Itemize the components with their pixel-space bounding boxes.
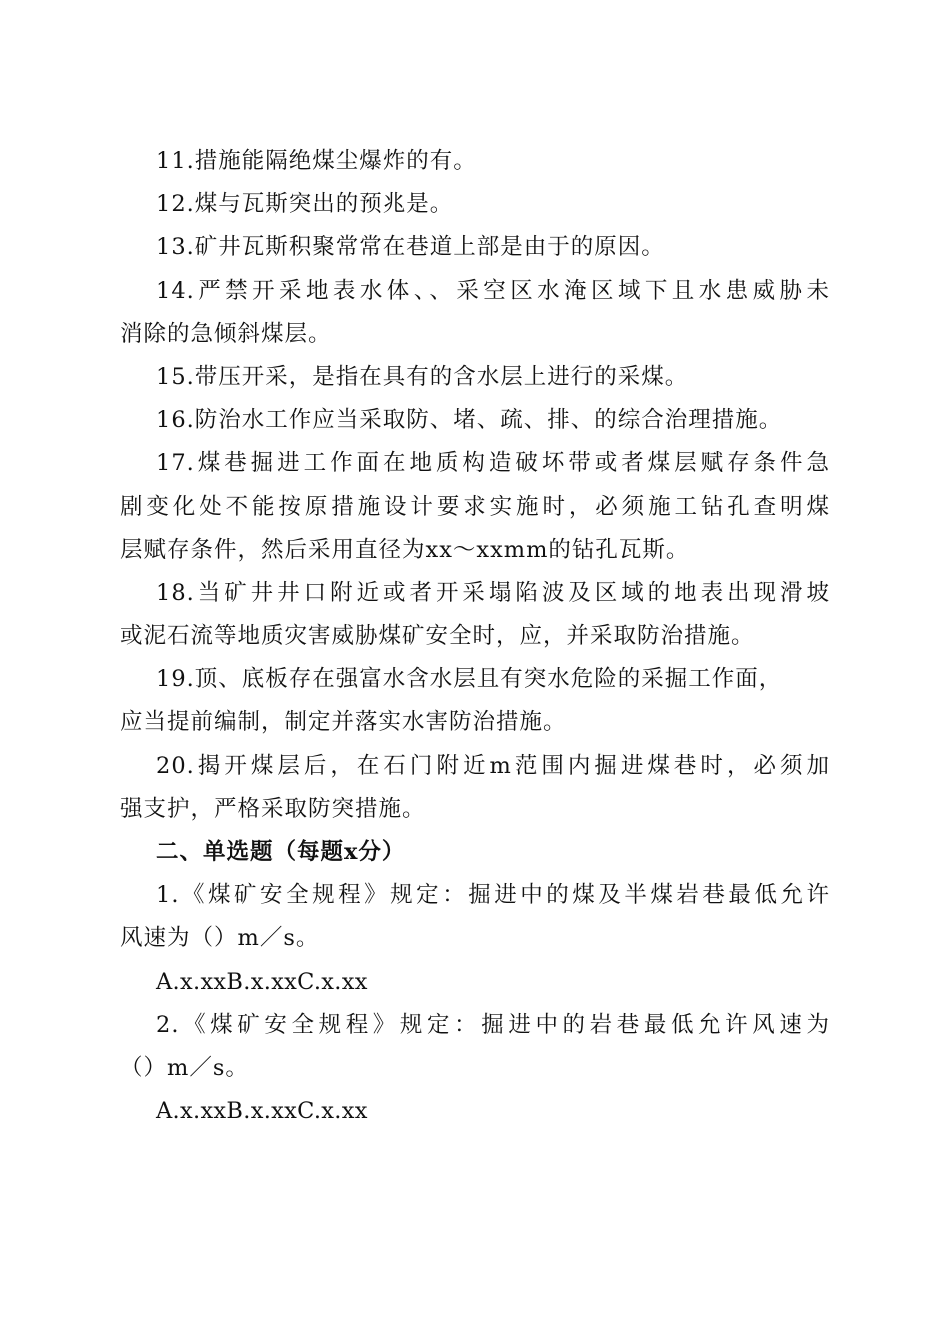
mc-question-2-line-2: （）m／s。 (120, 1054, 249, 1081)
question-17-line-2: 剧变化处不能按原措施设计要求实施时，必须施工钻孔查明煤 (120, 493, 830, 520)
mc-question-1-options: A.x.xxB.x.xxC.x.xx (156, 968, 368, 995)
section-heading: 二、单选题（每题x分） (156, 839, 406, 865)
question-20-line-1: 20.揭开煤层后，在石门附近m范围内掘进煤巷时，必须加 (156, 752, 830, 779)
question-16-line-1: 16.防治水工作应当采取防、堵、疏、排、的综合治理措施。 (156, 407, 783, 434)
question-18-line-1: 18.当矿井井口附近或者开采塌陷波及区域的地表出现滑坡 (156, 579, 830, 606)
question-12-line-1: 12.煤与瓦斯突出的预兆是。 (156, 191, 454, 218)
question-20-line-2: 强支护，严格采取防突措施。 (120, 795, 426, 822)
question-11-line-1: 11.措施能隔绝煤尘爆炸的有。 (156, 148, 477, 174)
mc-question-2-options: A.x.xxB.x.xxC.x.xx (156, 1098, 368, 1125)
question-15-line-1: 15.带压开采，是指在具有的含水层上进行的采煤。 (156, 363, 689, 390)
question-19-line-1: 19.顶、底板存在强富水含水层且有突水危险的采掘工作面， (156, 666, 783, 693)
mc-question-2-line-1: 2.《煤矿安全规程》规定：掘进中的岩巷最低允许风速为 (156, 1011, 830, 1038)
question-18-line-2: 或泥石流等地质灾害威胁煤矿安全时，应，并采取防治措施。 (120, 623, 755, 650)
mc-question-1-line-1: 1.《煤矿安全规程》规定：掘进中的煤及半煤岩巷最低允许 (156, 882, 830, 909)
mc-question-1-line-2: 风速为（）m／s。 (120, 925, 320, 952)
question-14-line-2: 消除的急倾斜煤层。 (120, 320, 332, 347)
question-19-line-2: 应当提前编制，制定并落实水害防治措施。 (120, 709, 567, 736)
question-13-line-1: 13.矿井瓦斯积聚常常在巷道上部是由于的原因。 (156, 234, 665, 261)
question-14-line-1: 14.严禁开采地表水体、、采空区水淹区域下且水患威胁未 (156, 277, 830, 304)
question-17-line-1: 17.煤巷掘进工作面在地质构造破坏带或者煤层赋存条件急 (156, 450, 830, 477)
question-17-line-3: 层赋存条件，然后采用直径为xx～xxmm的钻孔瓦斯。 (120, 536, 690, 563)
document-body (120, 140, 830, 1133)
